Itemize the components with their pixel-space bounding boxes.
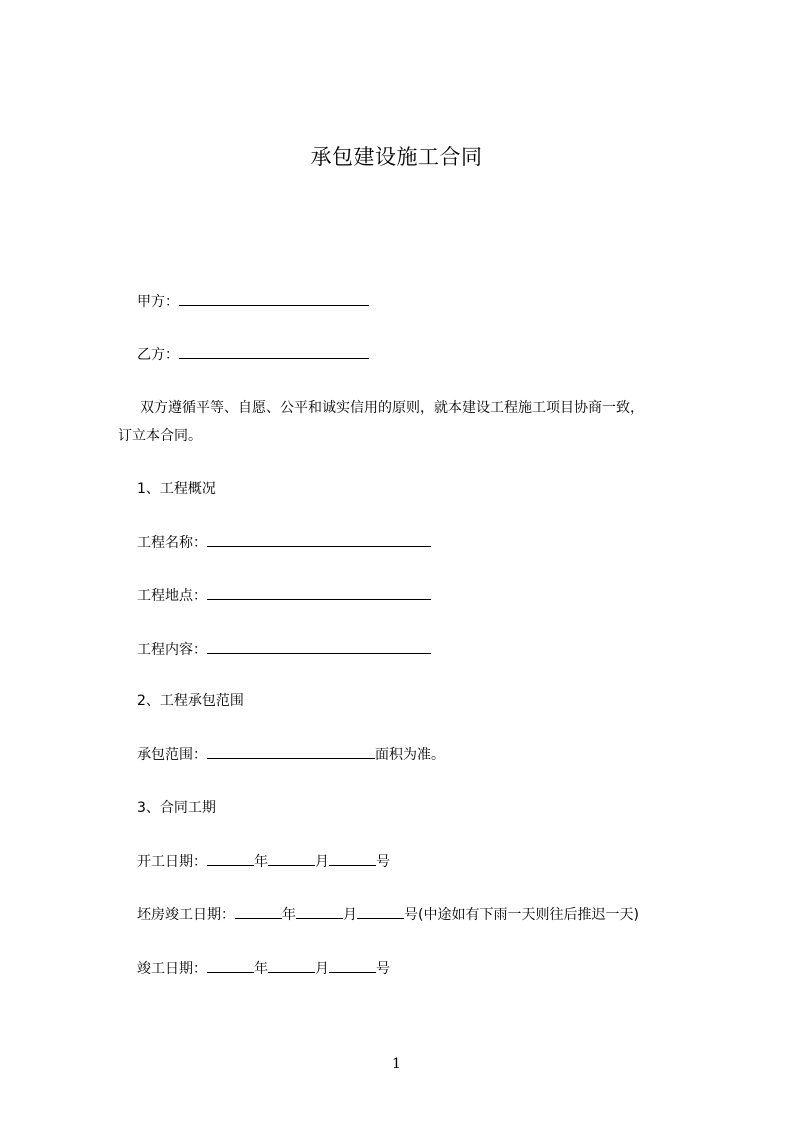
party-b-blank <box>179 344 369 359</box>
start-year-blank <box>207 851 254 866</box>
start-date-line <box>137 851 390 872</box>
party-a-blank <box>179 291 369 306</box>
finish-year-blank <box>207 958 254 973</box>
finish-month-unit: 月 <box>315 961 329 977</box>
rough-month-unit: 月 <box>343 907 357 923</box>
project-name-line <box>137 532 431 553</box>
intro-text-1: 双方遵循平等、自愿、公平和诚实信用的原则，就本建设工程施工项目协商一致， <box>140 400 644 416</box>
project-content-blank <box>207 639 431 654</box>
rough-completion-line <box>137 904 639 925</box>
start-date-label: 开工日期： <box>137 854 207 870</box>
finish-month-blank <box>268 958 315 973</box>
page-title: 承包建设施工合同 <box>310 145 483 169</box>
completion-date-label: 竣工日期： <box>137 961 207 977</box>
scope-line <box>137 744 445 765</box>
project-location-line <box>137 585 431 606</box>
intro-line-1 <box>118 394 718 422</box>
page-number: 1 <box>392 1056 401 1072</box>
project-name-blank <box>207 532 431 547</box>
party-a-label: 甲方： <box>137 294 179 310</box>
project-content-line <box>137 639 431 660</box>
section-1-heading: 1、工程概况 <box>137 481 216 497</box>
party-b-label: 乙方： <box>137 347 179 363</box>
rough-day-unit: 号 <box>404 907 418 923</box>
intro-paragraph <box>118 394 718 450</box>
project-name-label: 工程名称： <box>137 535 207 551</box>
rough-completion-label: 坯房竣工日期： <box>137 907 235 923</box>
section-3-heading: 3、合同工期 <box>137 800 216 816</box>
rough-completion-note: (中途如有下雨一天则往后推迟一天) <box>418 907 639 923</box>
project-location-label: 工程地点： <box>137 588 207 604</box>
start-day-unit: 号 <box>376 854 390 870</box>
start-year-unit: 年 <box>254 854 268 870</box>
start-month-unit: 月 <box>315 854 329 870</box>
project-content-label: 工程内容： <box>137 642 207 658</box>
finish-year-unit: 年 <box>254 961 268 977</box>
start-day-blank <box>329 851 376 866</box>
rough-year-blank <box>235 904 282 919</box>
project-location-blank <box>207 585 431 600</box>
section-2-heading: 2、工程承包范围 <box>137 693 244 709</box>
rough-month-blank <box>296 904 343 919</box>
scope-label: 承包范围： <box>137 747 207 763</box>
rough-year-unit: 年 <box>282 907 296 923</box>
completion-date-line <box>137 958 390 979</box>
finish-day-blank <box>329 958 376 973</box>
finish-day-unit: 号 <box>376 961 390 977</box>
party-a-line <box>137 291 369 312</box>
scope-suffix: 面积为准。 <box>375 747 445 763</box>
intro-line-2: 订立本合同。 <box>118 428 202 444</box>
scope-blank <box>207 744 375 759</box>
start-month-blank <box>268 851 315 866</box>
rough-day-blank <box>357 904 404 919</box>
party-b-line <box>137 344 369 365</box>
